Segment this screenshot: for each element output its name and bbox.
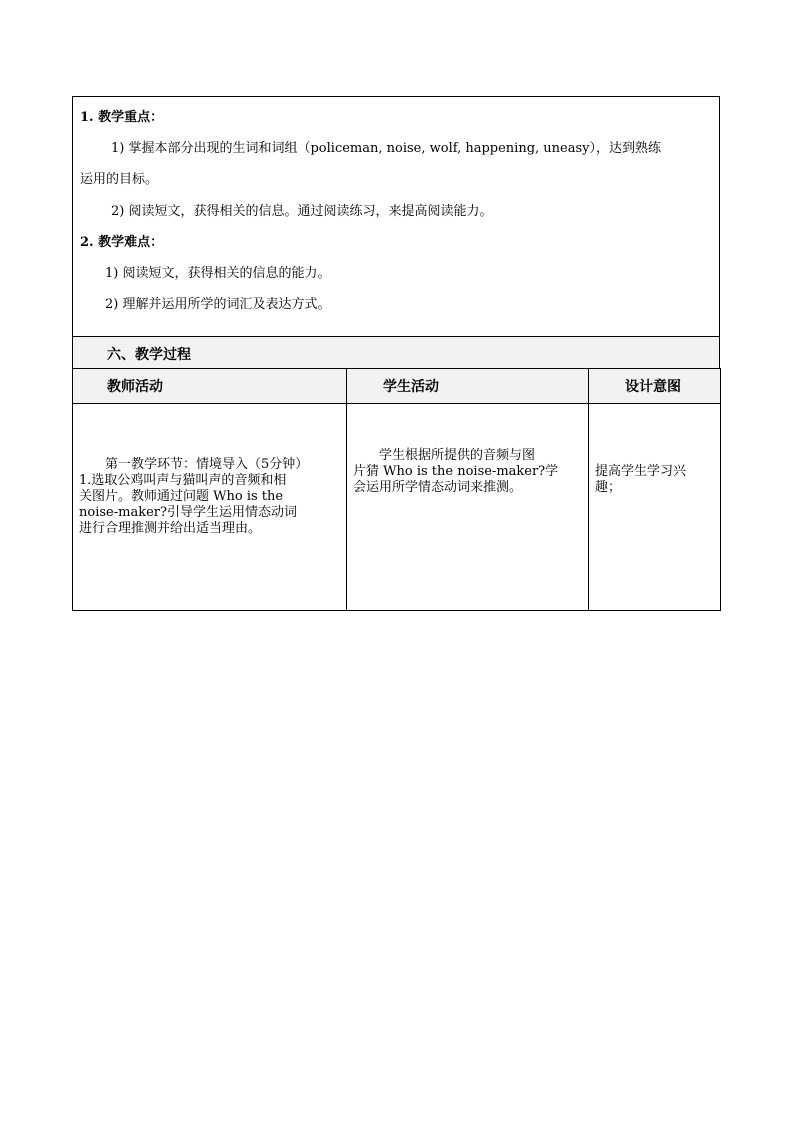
teacher-line-1: 第一教学环节：情境导入（5分钟） (105, 457, 309, 472)
difficulty-item-1: 1) 阅读短文，获得相关的信息的能力。 (105, 266, 331, 281)
difficulty-heading: 2. 教学难点： (80, 235, 164, 250)
focus-item-1-cont: 运用的目标。 (80, 172, 159, 187)
header-teacher-activity: 教师活动 (73, 369, 347, 404)
focus-item-1: 1) 掌握本部分出现的生词和词组（policeman, noise, wolf, happening, uneasy），达到熟练 (111, 141, 661, 156)
process-title: 六、教学过程 (107, 347, 191, 363)
intent-line-1: 提高学生学习兴 (595, 464, 687, 479)
student-line-3: 会运用所学情态动词来推测。 (353, 480, 523, 495)
student-activity-cell (347, 404, 589, 611)
teacher-line-2: 1.选取公鸡叫声与猫叫声的音频和相 (79, 473, 287, 488)
teacher-line-4: noise-maker?引导学生运用情态动词 (79, 505, 297, 520)
process-table (72, 368, 721, 611)
student-line-2: 片猜 Who is the noise-maker?学 (353, 464, 559, 479)
teacher-activity-cell (73, 404, 347, 611)
teaching-focus-section (72, 96, 720, 337)
teacher-line-3: 关图片。教师通过问题 Who is the (79, 489, 284, 504)
focus-item-2: 2) 阅读短文，获得相关的信息。通过阅读练习，来提高阅读能力。 (111, 204, 493, 219)
focus-heading: 1. 教学重点： (80, 110, 164, 125)
table-header-row (73, 369, 721, 404)
header-design-intent: 设计意图 (589, 369, 721, 404)
header-student-activity: 学生活动 (347, 369, 589, 404)
intent-line-2: 趣； (595, 480, 622, 495)
student-line-1: 学生根据所提供的音频与图 (379, 448, 536, 463)
process-header-row (72, 336, 720, 368)
design-intent-cell (589, 404, 721, 611)
teacher-line-5: 进行合理推测并给出适当理由。 (79, 521, 262, 536)
table-row (73, 404, 721, 611)
difficulty-item-2: 2) 理解并运用所学的词汇及表达方式。 (105, 297, 331, 312)
